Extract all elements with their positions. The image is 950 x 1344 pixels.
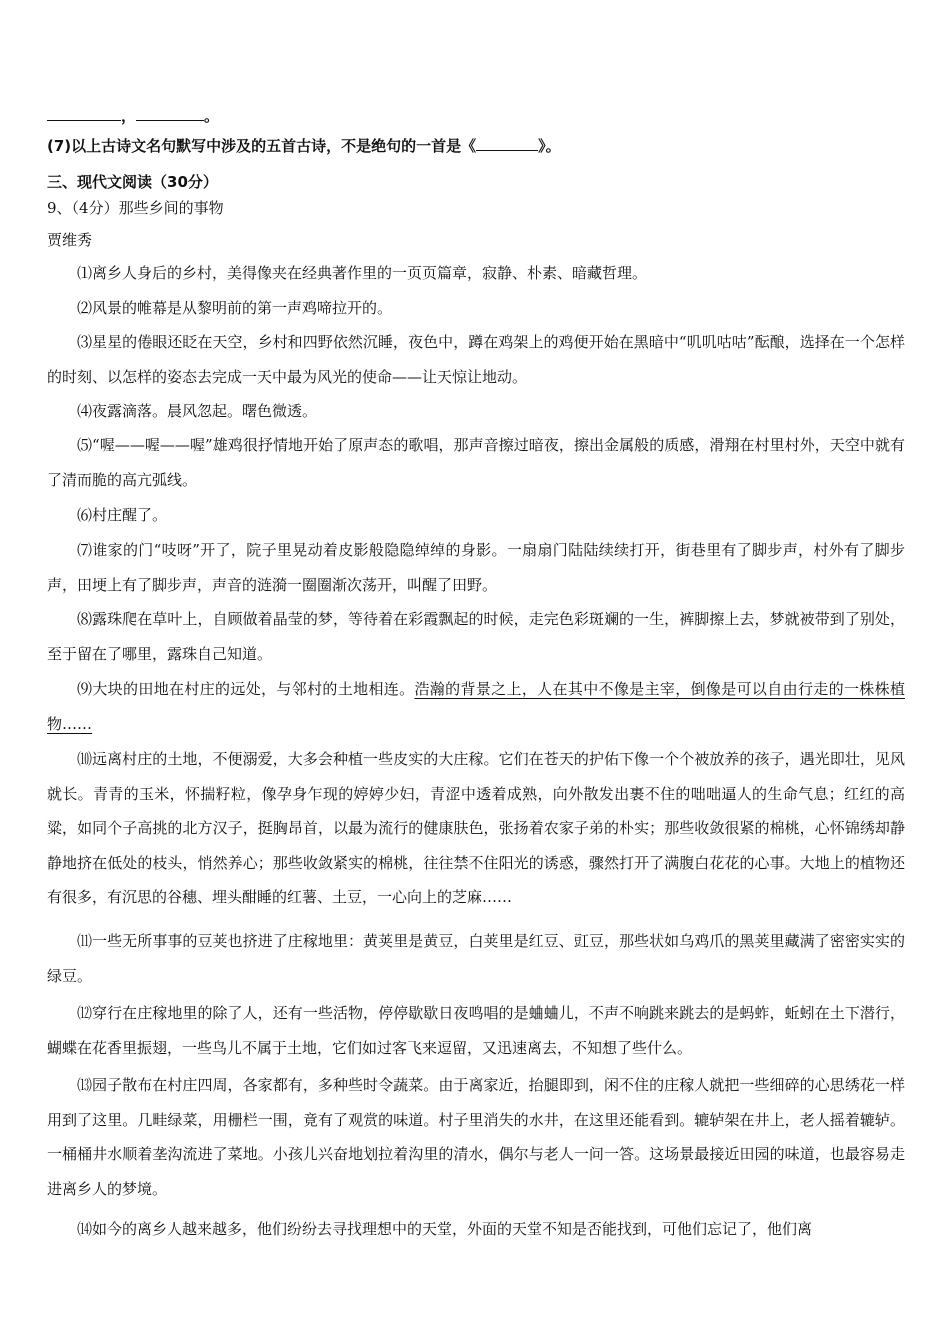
paragraph-2: ⑵风景的帷幕是从黎明前的第一声鸡啼拉开的。 [77, 299, 393, 317]
answer-blank[interactable] [476, 136, 538, 151]
answer-blank[interactable] [47, 106, 121, 121]
q7-prefix: (7)以上古诗文名句默写中涉及的五首古诗，不是绝句的一首是《 [47, 137, 477, 155]
author: 贾维秀 [47, 231, 93, 249]
paragraph-14: ⒁如今的离乡人越来越多，他们纷纷去寻找理想中的天堂，外面的天堂不知是否能找到，可他们忘记了，他们离 [77, 1220, 813, 1238]
paragraph-10: ⑽远离村庄的土地，不便溺爱，大多会种植一些皮实的大庄稼。它们在苍天的护佑下像一个个被放养的孩子，遇光即壮，见风就长。青青的玉米，怀揣籽粒，像孕身乍现的婷婷少妇，青涩中透着成熟，向外散发出裹不住的咄咄逼人的生命气息；红红的高粱，如同个子高挑的北方汉子，挺胸昂首，以最为流行的健康肤色，张扬着农家子弟的朴实；那些收敛很紧的棉桃，心怀锦绣却静静地挤在低处的枝头，悄然养心；那些收敛紧实的棉桃，往往禁不住阳光的诱惑，骤然打开了满腹白花花的心事。大地上的植物还有很多，有沉思的谷穗、埋头酣睡的红薯、土豆，一心向上的芝麻…… [47, 750, 905, 906]
question-9-header: 9、（4分）那些乡间的事物 [47, 199, 224, 217]
q6-end: 。 [204, 107, 220, 125]
paragraph-12: ⑿穿行在庄稼地里的除了人，还有一些活物，停停歇歇日夜鸣唱的是蛐蛐儿，不声不响跳来跳去的是蚂蚱，蚯蚓在土下潜行，蝴蝶在花香里振翅，一些鸟儿不属于土地，它们如过客飞来逗留，又迅速离去，不知想了些什么。 [47, 1004, 905, 1057]
question-7 [47, 136, 561, 156]
q7-suffix: 》。 [538, 137, 561, 155]
section-title: 三、现代文阅读（30分） [47, 173, 218, 191]
paragraph-5: ⑸“喔——喔——喔”雄鸡很抒情地开始了原声态的歌唱，那声音擦过暗夜，擦出金属般的质感，滑翔在村里村外，天空中就有了清而脆的高亢弧线。 [47, 436, 905, 489]
paragraph-3: ⑶星星的倦眼还眨在天空，乡村和四野依然沉睡，夜色中，蹲在鸡架上的鸡便开始在黑暗中“叽叽咕咕”酝酿，选择在一个怎样的时刻、以怎样的姿态去完成一天中最为风光的使命——让天惊让地动。 [47, 333, 905, 386]
paragraph-7: ⑺谁家的门“吱呀”开了，院子里晃动着皮影般隐隐绰绰的身影。一扇扇门陆陆续续打开，街巷里有了脚步声，村外有了脚步声，田埂上有了脚步声，声音的涟漪一圈圈渐次荡开，叫醒了田野。 [47, 541, 905, 594]
answer-blank[interactable] [136, 106, 204, 121]
paragraph-6: ⑹村庄醒了。 [77, 506, 168, 524]
q6-separator: ， [121, 107, 137, 125]
q6-tail-line [47, 106, 219, 126]
paragraph-9-underlined: 浩瀚的背景之上，人在其中不像是主宰，倒像是可以自由行走的一株株植物…… [47, 680, 905, 733]
paragraph-1: ⑴离乡人身后的乡村，美得像夹在经典著作里的一页页篇章，寂静、朴素、暗藏哲理。 [77, 264, 648, 282]
paragraph-8: ⑻露珠爬在草叶上，自顾做着晶莹的梦，等待着在彩霞飘起的时候，走完色彩斑斓的一生，裤脚擦上去，梦就被带到了别处，至于留在了哪里，露珠自己知道。 [47, 610, 905, 663]
paragraph-9 [47, 672, 905, 741]
paragraph-9-plain: ⑼大块的田地在村庄的远处，与邻村的土地相连。 [77, 680, 415, 698]
paragraph-4: ⑷夜露滴落。晨风忽起。曙色微透。 [77, 402, 318, 420]
paragraph-11: ⑾一些无所事事的豆荚也挤进了庄稼地里：黄荚里是黄豆，白荚里是红豆、豇豆，那些状如乌鸡爪的黑荚里藏满了密密实实的绿豆。 [47, 932, 905, 985]
paragraph-13: ⒀园子散布在村庄四周，各家都有，多种些时令蔬菜。由于离家近，抬腿即到，闲不住的庄稼人就把一些细碎的心思绣花一样用到了这里。几畦绿菜，用栅栏一围，竟有了观赏的味道。村子里消失的水井，在这里还能看到。辘轳架在井上，老人摇着辘轳。一桶桶井水顺着垄沟流进了菜地。小孩儿兴奋地划拉着沟里的清水，偶尔与老人一问一答。这场景最接近田园的味道，也最容易走进离乡人的梦境。 [47, 1076, 905, 1198]
